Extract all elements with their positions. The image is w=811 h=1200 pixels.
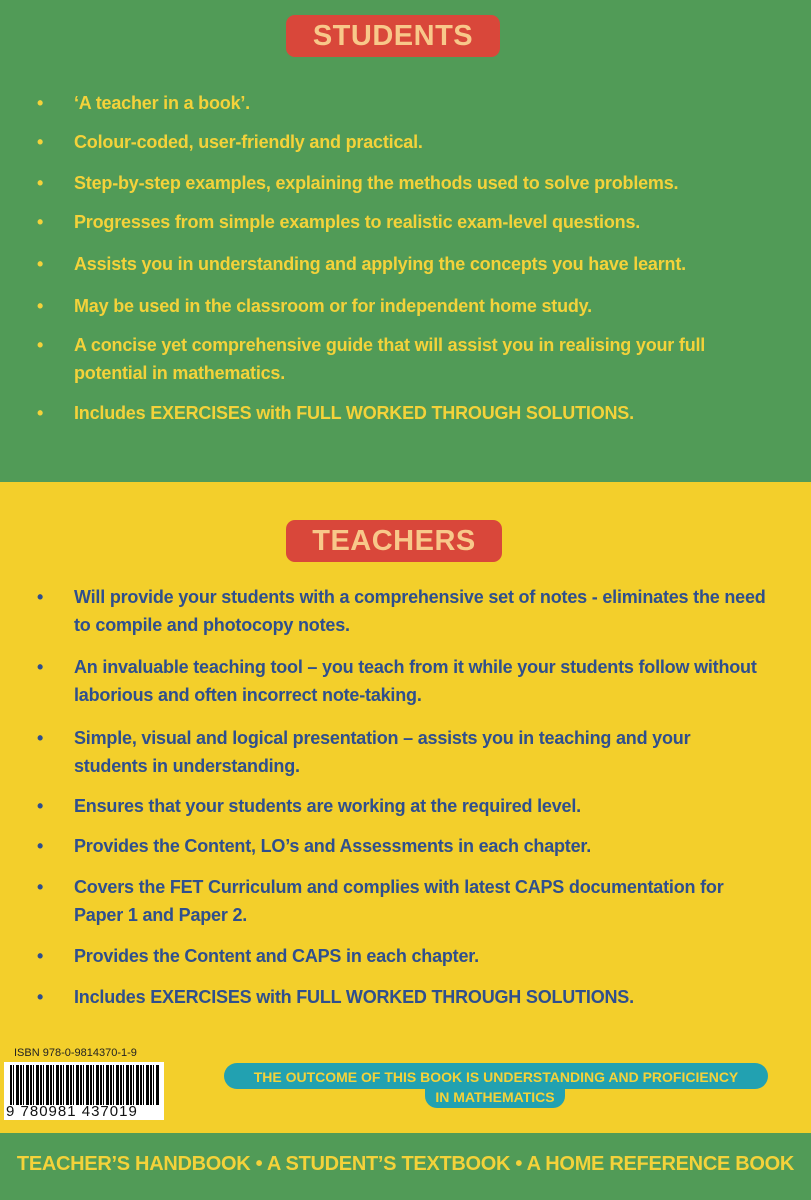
bullet-icon: • bbox=[36, 212, 44, 232]
bullet-icon: • bbox=[36, 987, 44, 1007]
bullet-icon: • bbox=[36, 796, 44, 816]
footer-text: TEACHER’S HANDBOOK • A STUDENT’S TEXTBOOK • A HOME REFERENCE BOOK bbox=[16, 1153, 795, 1175]
bullet-icon: • bbox=[36, 403, 44, 423]
outcome-box: THE OUTCOME OF THIS BOOK IS UNDERSTANDING AND PROFICIENCY bbox=[224, 1063, 768, 1089]
item-text: Simple, visual and logical presentation – assists you in teaching and your students in understanding. bbox=[74, 728, 691, 776]
item-text: A concise yet comprehensive guide that will assist you in realising your full potential in mathematics. bbox=[74, 335, 706, 383]
item-text: ‘A teacher in a book’. bbox=[74, 93, 250, 113]
barcode-bars bbox=[10, 1065, 160, 1105]
isbn-text: ISBN 978-0-9814370-1-9 bbox=[14, 1047, 137, 1059]
bullet-icon: • bbox=[36, 728, 44, 748]
bullet-icon: • bbox=[36, 132, 44, 152]
bullet-icon: • bbox=[36, 296, 44, 316]
item-text: Includes EXERCISES with FULL WORKED THROUGH SOLUTIONS. bbox=[74, 987, 634, 1007]
bullet-icon: • bbox=[36, 946, 44, 966]
bullet-icon: • bbox=[36, 587, 44, 607]
outcome-box-tab: IN MATHEMATICS bbox=[425, 1087, 565, 1108]
bullet-icon: • bbox=[36, 836, 44, 856]
bullet-icon: • bbox=[36, 93, 44, 113]
item-text: Covers the FET Curriculum and complies with latest CAPS documentation for Paper 1 and Paper 2. bbox=[74, 877, 724, 925]
bullet-icon: • bbox=[36, 657, 44, 677]
bullet-icon: • bbox=[36, 877, 44, 897]
bullet-icon: • bbox=[36, 335, 44, 355]
item-text: Progresses from simple examples to realistic exam-level questions. bbox=[74, 212, 641, 232]
teachers-heading: TEACHERS bbox=[286, 520, 502, 562]
bullet-icon: • bbox=[36, 254, 44, 274]
item-text: Provides the Content and CAPS in each chapter. bbox=[74, 946, 479, 966]
item-text: Provides the Content, LO’s and Assessments in each chapter. bbox=[74, 836, 592, 856]
item-text: Step-by-step examples, explaining the methods used to solve problems. bbox=[74, 173, 679, 193]
barcode-number: 9 780981 437019 bbox=[6, 1103, 138, 1120]
item-text: An invaluable teaching tool – you teach from it while your students follow without laborious and often incorrect note-taking. bbox=[74, 657, 757, 705]
item-text: Assists you in understanding and applying the concepts you have learnt. bbox=[74, 254, 686, 274]
bullet-icon: • bbox=[36, 173, 44, 193]
item-text: Ensures that your students are working at the required level. bbox=[74, 796, 581, 816]
item-text: Colour-coded, user-friendly and practical. bbox=[74, 132, 423, 152]
barcode bbox=[4, 1062, 164, 1120]
item-text: May be used in the classroom or for independent home study. bbox=[74, 296, 592, 316]
item-text: Includes EXERCISES with FULL WORKED THROUGH SOLUTIONS. bbox=[74, 403, 634, 423]
item-text: Will provide your students with a comprehensive set of notes - eliminates the need to compile and photocopy notes. bbox=[74, 587, 766, 635]
students-heading: STUDENTS bbox=[286, 15, 500, 57]
